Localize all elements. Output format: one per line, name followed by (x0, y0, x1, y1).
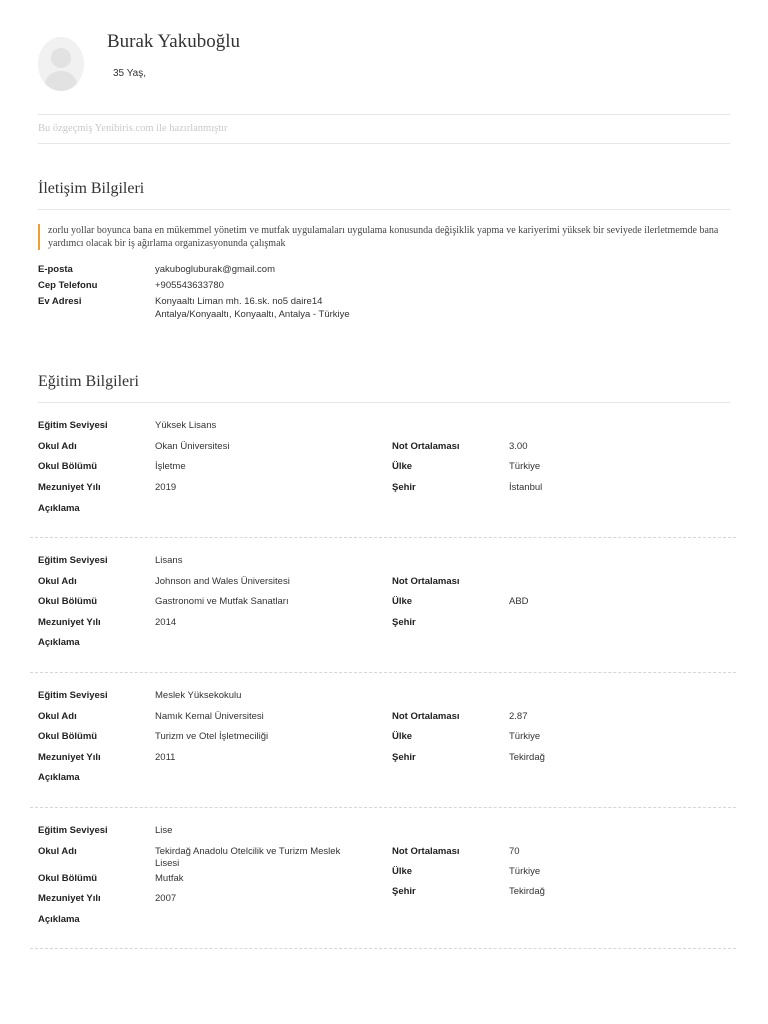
generated-note: Bu özgeçmiş Yenibiris.com ile hazırlanmıştır (38, 123, 228, 134)
education-section-title: Eğitim Bilgileri (38, 373, 139, 390)
school-label: Okul Adı (38, 711, 77, 722)
department-label: Okul Bölümü (38, 461, 98, 472)
level-label: Eğitim Seviyesi (38, 825, 108, 836)
country-value: Türkiye (509, 731, 541, 742)
description-label: Açıklama (38, 772, 80, 783)
level-value: Lisans (155, 555, 183, 566)
school-value-line-1: Tekirdağ Anadolu Otelcilik ve Turizm Meslek (155, 846, 341, 857)
candidate-name: Burak Yakuboğlu (107, 31, 241, 52)
department-value: Mutfak (155, 873, 184, 884)
city-value: Tekirdağ (509, 752, 545, 763)
country-value: Türkiye (509, 866, 541, 877)
gpa-label: Not Ortalaması (392, 441, 460, 452)
level-label: Eğitim Seviyesi (38, 420, 108, 431)
country-value: Türkiye (509, 461, 541, 472)
country-value: ABD (509, 596, 529, 607)
department-label: Okul Bölümü (38, 596, 98, 607)
avatar (38, 37, 84, 91)
country-label: Ülke (392, 866, 413, 877)
city-value: İstanbul (509, 482, 543, 493)
address-line-2: Antalya/Konyaaltı, Konyaaltı, Antalya - Türkiye (155, 309, 350, 320)
email-value: yakubogluburak@gmail.com (155, 264, 276, 275)
grad-year-label: Mezuniyet Yılı (38, 482, 101, 493)
divider (38, 402, 730, 403)
grad-year-value: 2019 (155, 482, 177, 493)
entry-separator (30, 948, 736, 949)
level-value: Lise (155, 825, 173, 836)
country-label: Ülke (392, 731, 413, 742)
school-value: Johnson and Wales Üniversitesi (155, 576, 290, 587)
country-label: Ülke (392, 461, 413, 472)
school-value-line-2: Lisesi (155, 858, 180, 869)
level-label: Eğitim Seviyesi (38, 690, 108, 701)
grad-year-value: 2014 (155, 617, 177, 628)
gpa-label: Not Ortalaması (392, 711, 460, 722)
grad-year-label: Mezuniyet Yılı (38, 893, 101, 904)
city-label: Şehir (392, 617, 416, 628)
email-label: E-posta (38, 264, 73, 275)
department-label: Okul Bölümü (38, 873, 98, 884)
user-silhouette-icon (38, 37, 84, 91)
gpa-value: 70 (509, 846, 520, 857)
grad-year-value: 2007 (155, 893, 177, 904)
career-objective: zorlu yollar boyunca bana en mükemmel yönetim ve mutfak uygulamaları uygulama konusunda değişiklik yapma ve kariyerimi yüksek bir seviyede ilerletmemde bana yardımcı olacak bir iş ağırlama organizasyonunda çalışmak (38, 224, 738, 250)
entry-separator (30, 807, 736, 808)
city-value: Tekirdağ (509, 886, 545, 897)
divider (38, 143, 730, 144)
phone-value: +905543633780 (155, 280, 224, 291)
grad-year-label: Mezuniyet Yılı (38, 617, 101, 628)
department-label: Okul Bölümü (38, 731, 98, 742)
school-label: Okul Adı (38, 576, 77, 587)
gpa-value: 3.00 (509, 441, 528, 452)
school-value: Namık Kemal Üniversitesi (155, 711, 264, 722)
school-value: Okan Üniversitesi (155, 441, 230, 452)
city-label: Şehir (392, 886, 416, 897)
divider (38, 114, 730, 115)
school-label: Okul Adı (38, 846, 77, 857)
country-label: Ülke (392, 596, 413, 607)
entry-separator (30, 537, 736, 538)
gpa-label: Not Ortalaması (392, 576, 460, 587)
grad-year-value: 2011 (155, 752, 176, 763)
description-label: Açıklama (38, 637, 80, 648)
level-value: Meslek Yüksekokulu (155, 690, 242, 701)
description-label: Açıklama (38, 914, 80, 925)
candidate-age: 35 Yaş, (113, 68, 146, 79)
address-line-1: Konyaaltı Liman mh. 16.sk. no5 daire14 (155, 296, 323, 307)
department-value: Gastronomi ve Mutfak Sanatları (155, 596, 289, 607)
department-value: Turizm ve Otel İşletmeciliği (155, 731, 269, 742)
level-label: Eğitim Seviyesi (38, 555, 108, 566)
phone-label: Cep Telefonu (38, 280, 98, 291)
divider (38, 209, 730, 210)
contact-section-title: İletişim Bilgileri (38, 180, 145, 197)
school-label: Okul Adı (38, 441, 77, 452)
entry-separator (30, 672, 736, 673)
level-value: Yüksek Lisans (155, 420, 217, 431)
department-value: İşletme (155, 461, 186, 472)
gpa-label: Not Ortalaması (392, 846, 460, 857)
city-label: Şehir (392, 752, 416, 763)
grad-year-label: Mezuniyet Yılı (38, 752, 101, 763)
gpa-value: 2.87 (509, 711, 528, 722)
city-label: Şehir (392, 482, 416, 493)
description-label: Açıklama (38, 503, 80, 514)
address-label: Ev Adresi (38, 296, 82, 307)
